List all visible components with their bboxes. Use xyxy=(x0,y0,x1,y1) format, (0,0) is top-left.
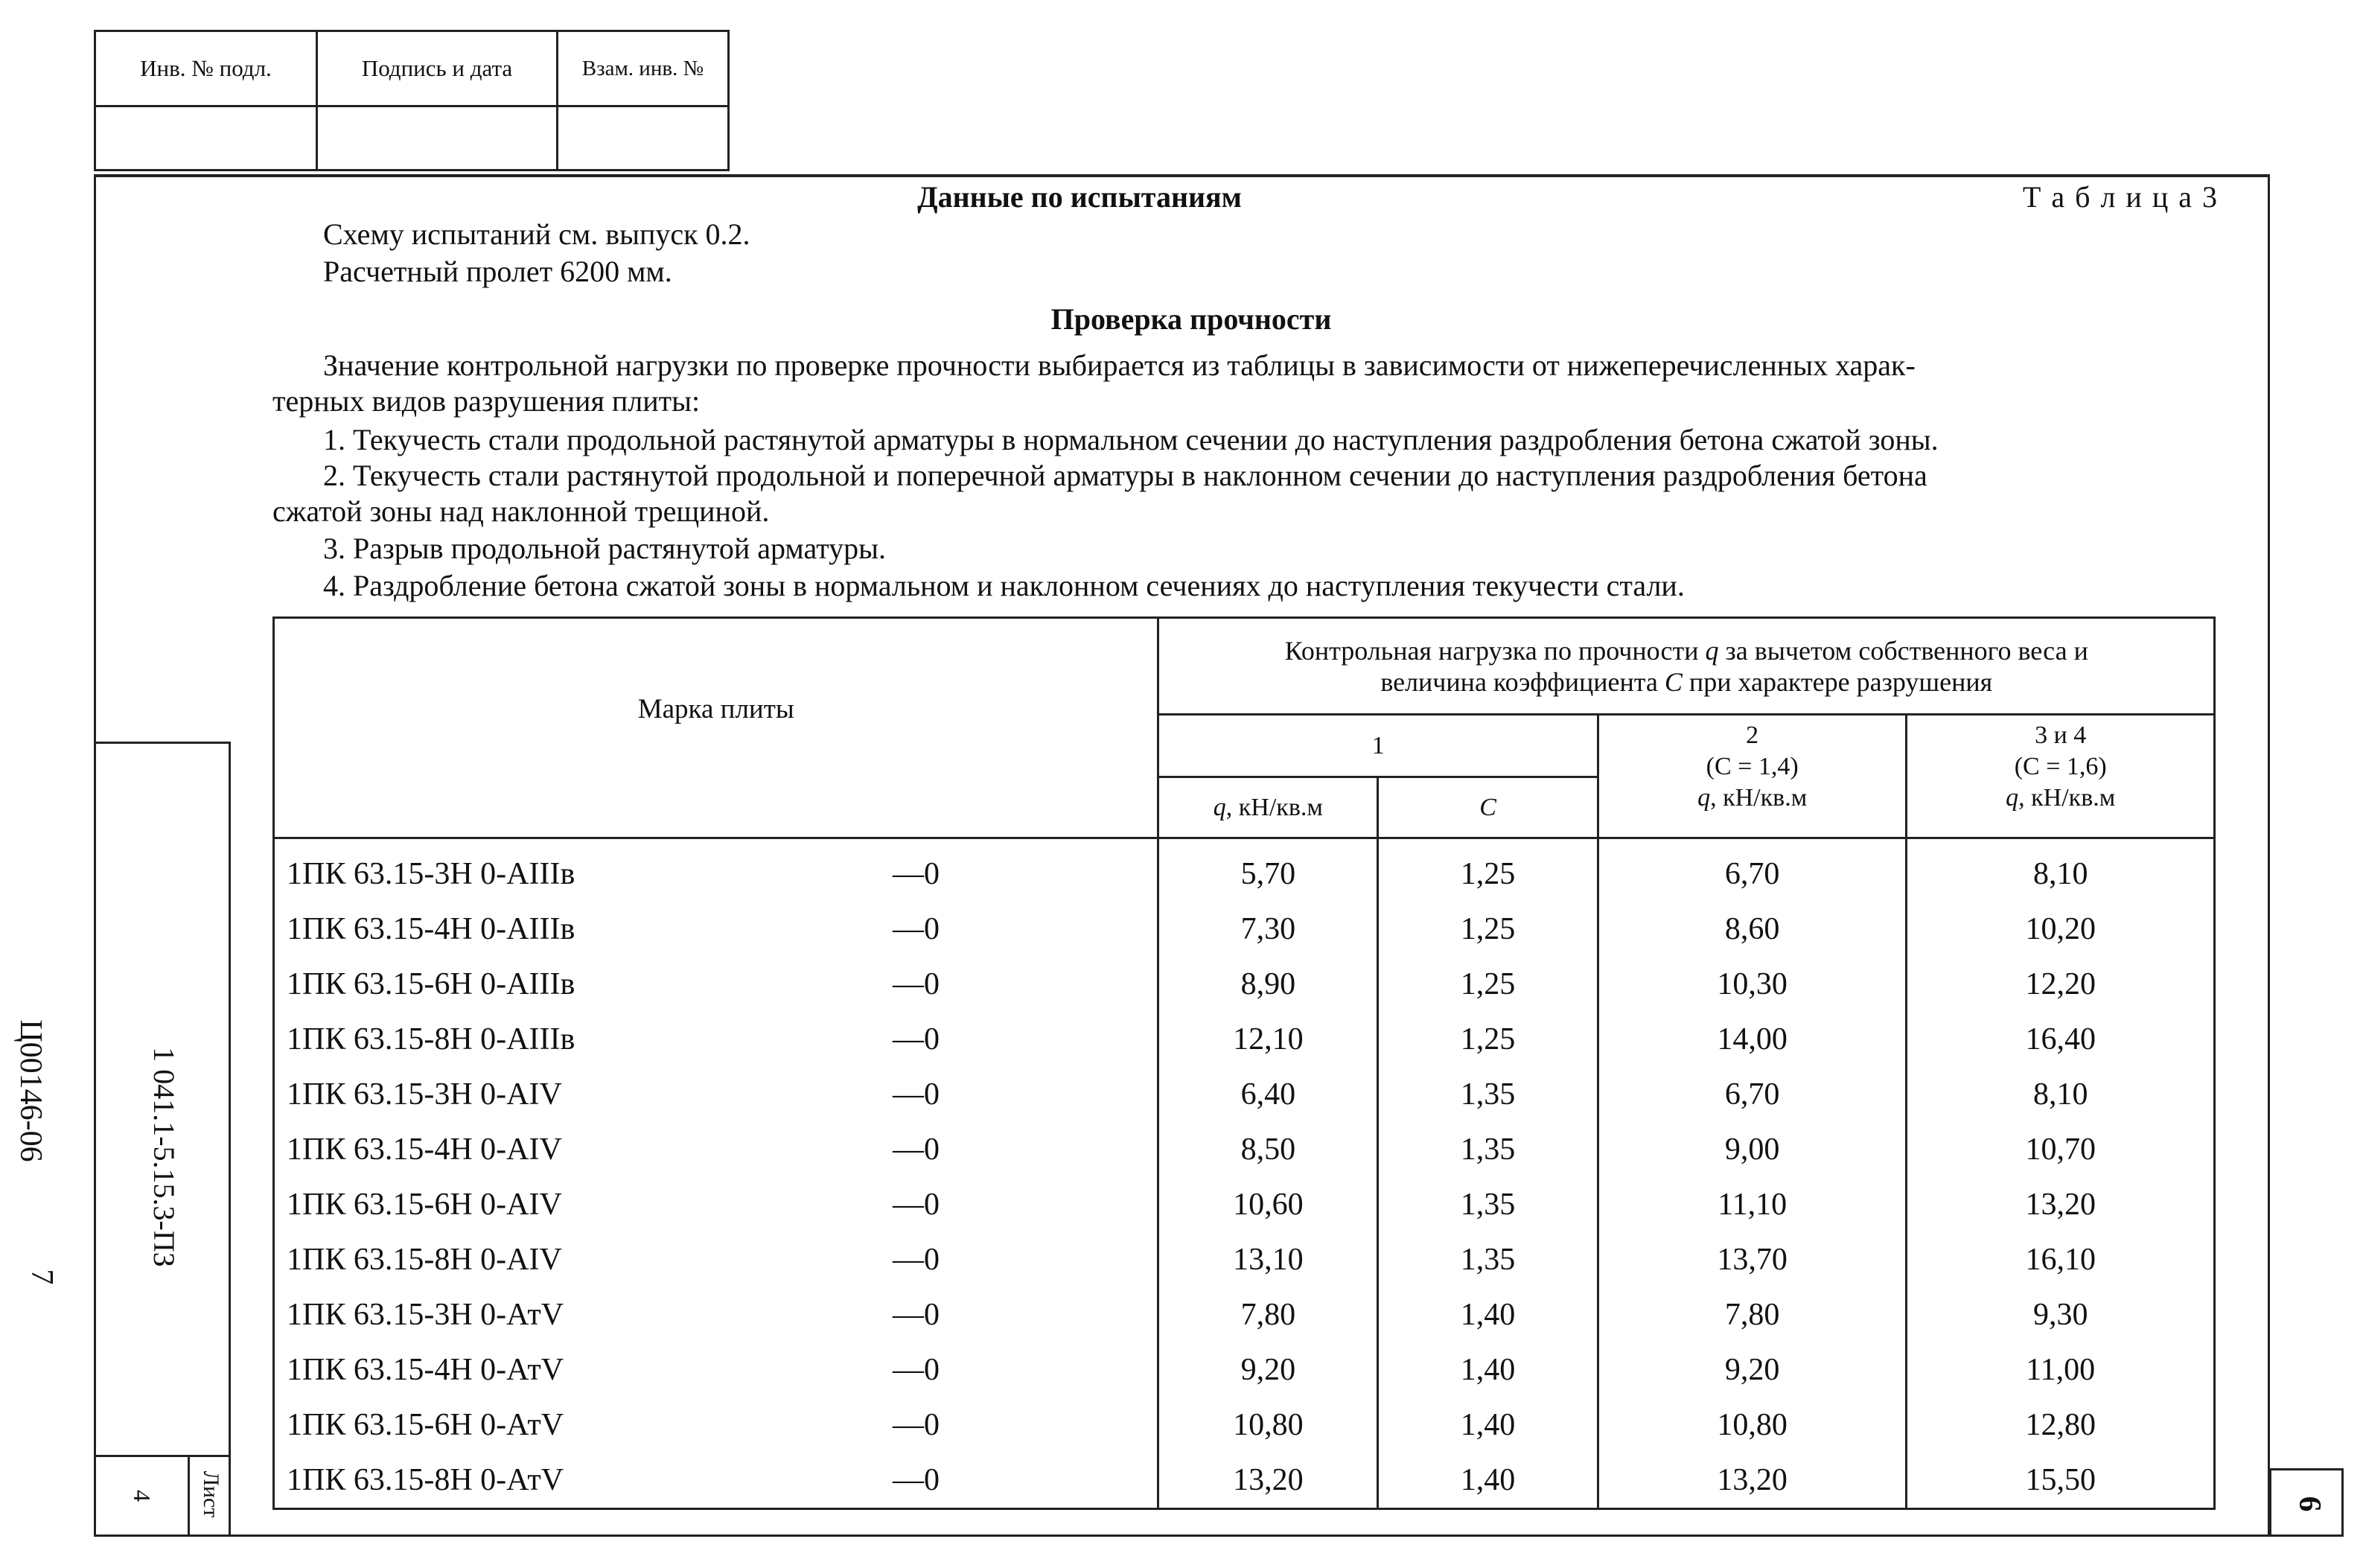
right-sheet-number: 6 xyxy=(2292,1496,2327,1512)
cell-mark xyxy=(274,902,1158,957)
cell-q1: 7,80 xyxy=(1158,1287,1378,1342)
cell-q1: 13,20 xyxy=(1158,1453,1378,1509)
table-row xyxy=(274,1287,2215,1342)
table-body xyxy=(274,838,2215,1509)
mark-text: 1ПК 63.15-3Н 0-АтV xyxy=(287,1298,564,1332)
table-row xyxy=(274,1067,2215,1122)
cell-q1: 6,40 xyxy=(1158,1067,1378,1122)
table-label: Т а б л и ц а 3 xyxy=(2022,180,2219,214)
table-row xyxy=(274,1232,2215,1287)
column-header-mode-1: 1 xyxy=(1158,715,1598,777)
cell-q2: 13,20 xyxy=(1598,1453,1907,1509)
mark-suffix: —0 xyxy=(893,1243,940,1277)
mode-3-4-coefficient: (C = 1,6) xyxy=(2014,753,2107,780)
stamp-divider xyxy=(316,32,318,169)
cell-q34: 9,30 xyxy=(1907,1287,2215,1342)
page-number: 7 xyxy=(25,1269,59,1285)
intro-line-2: Расчетный пролет 6200 мм. xyxy=(323,255,672,288)
cell-q1: 8,50 xyxy=(1158,1122,1378,1177)
sheet-number-box xyxy=(2269,1468,2344,1537)
cell-c1: 1,25 xyxy=(1378,902,1598,957)
q-unit: , кН/кв.м xyxy=(1225,793,1323,821)
group-header-q: q xyxy=(1705,635,1719,666)
cell-c1: 1,25 xyxy=(1378,957,1598,1012)
table-row xyxy=(274,1342,2215,1398)
mark-suffix: —0 xyxy=(893,1298,940,1332)
mark-suffix: —0 xyxy=(893,1077,940,1112)
mode-2-q: q xyxy=(1697,784,1711,812)
strip-divider xyxy=(96,1455,229,1457)
cell-mark xyxy=(274,1398,1158,1453)
cell-q1: 5,70 xyxy=(1158,838,1378,902)
cell-mark xyxy=(274,1122,1158,1177)
cell-q1: 12,10 xyxy=(1158,1012,1378,1067)
cell-q2: 6,70 xyxy=(1598,1067,1907,1122)
group-header-text-2a: величина коэффициента xyxy=(1380,666,1665,697)
mode-2-coefficient: (C = 1,4) xyxy=(1706,753,1799,780)
column-header-mark xyxy=(274,618,1158,838)
cell-q2: 10,30 xyxy=(1598,957,1907,1012)
cell-q2: 13,70 xyxy=(1598,1232,1907,1287)
cell-mark xyxy=(274,1342,1158,1398)
cell-c1: 1,35 xyxy=(1378,1067,1598,1122)
mark-text: 1ПК 63.15-3Н 0-АIV xyxy=(287,1077,562,1112)
cell-c1: 1,40 xyxy=(1378,1453,1598,1509)
binding-strip xyxy=(94,742,231,1537)
mode-2-unit: , кН/кв.м xyxy=(1710,784,1808,812)
load-table xyxy=(272,616,2216,1510)
mark-suffix: —0 xyxy=(893,857,940,891)
failure-mode-2-continued: сжатой зоны над наклонной трещиной. xyxy=(272,494,770,528)
column-header-mode-2 xyxy=(1598,715,1907,838)
cell-q2: 9,20 xyxy=(1598,1342,1907,1398)
cell-c1: 1,40 xyxy=(1378,1342,1598,1398)
column-group-header xyxy=(1158,618,2215,715)
stamp-replaced-inv-label: Взам. инв. № xyxy=(581,56,704,80)
mark-text: 1ПК 63.15-4Н 0-АIIIв xyxy=(287,912,575,946)
paragraph-line-2: терных видов разрушения плиты: xyxy=(272,384,701,418)
page-title: Данные по испытаниям xyxy=(917,180,1242,214)
section-title: Проверка прочности xyxy=(1050,302,1332,336)
cell-q34: 10,70 xyxy=(1907,1122,2215,1177)
cell-mark xyxy=(274,1067,1158,1122)
mode-3-4-number: 3 и 4 xyxy=(2035,721,2087,749)
stamp-divider xyxy=(556,32,558,169)
cell-c1: 1,35 xyxy=(1378,1177,1598,1232)
cell-q34: 12,80 xyxy=(1907,1398,2215,1453)
cell-mark xyxy=(274,1012,1158,1067)
cell-q1: 13,10 xyxy=(1158,1232,1378,1287)
cell-q2: 11,10 xyxy=(1598,1177,1907,1232)
cell-q1: 9,20 xyxy=(1158,1342,1378,1398)
document-code: 1 041.1-5.15.3-ПЗ xyxy=(147,1047,181,1267)
column-header-mode-3-4 xyxy=(1907,715,2215,838)
table-row xyxy=(274,1398,2215,1453)
failure-mode-1: 1. Текучесть стали продольной растянутой арматуры в нормальном сечении до наступления раздробления бетона сжатой зоны. xyxy=(323,423,1939,456)
mark-text: 1ПК 63.15-8Н 0-АIIIв xyxy=(287,1022,575,1057)
cell-q34: 8,10 xyxy=(1907,1067,2215,1122)
table-row xyxy=(274,902,2215,957)
sheet-label: Лист xyxy=(199,1470,223,1518)
cell-c1: 1,35 xyxy=(1378,1232,1598,1287)
cell-q2: 8,60 xyxy=(1598,902,1907,957)
mark-suffix: —0 xyxy=(893,1188,940,1222)
column-header-q xyxy=(1158,777,1378,838)
cell-mark xyxy=(274,957,1158,1012)
mode-2-number: 2 xyxy=(1746,721,1759,749)
cell-q2: 7,80 xyxy=(1598,1287,1907,1342)
stamp-header-row xyxy=(96,32,727,107)
mark-text: 1ПК 63.15-8Н 0-АтV xyxy=(287,1463,564,1497)
mode-3-4-unit: , кН/кв.м xyxy=(2018,784,2116,812)
sheet-number: 4 xyxy=(129,1490,156,1502)
mark-text: 1ПК 63.15-4Н 0-АIV xyxy=(287,1132,562,1167)
cell-q34: 11,00 xyxy=(1907,1342,2215,1398)
cell-c1: 1,25 xyxy=(1378,838,1598,902)
cell-q34: 13,20 xyxy=(1907,1177,2215,1232)
cell-q2: 10,80 xyxy=(1598,1398,1907,1453)
cell-mark xyxy=(274,1177,1158,1232)
cell-mark xyxy=(274,1453,1158,1509)
mode-3-4-q: q xyxy=(2006,784,2019,812)
mark-text: 1ПК 63.15-8Н 0-АIV xyxy=(287,1243,562,1277)
failure-mode-4: 4. Раздробление бетона сжатой зоны в нормальном и наклонном сечениях до наступления текучести стали. xyxy=(323,569,1685,602)
cell-q2: 9,00 xyxy=(1598,1122,1907,1177)
intro-line-1: Схему испытаний см. выпуск 0.2. xyxy=(323,217,750,251)
column-header-mark-text: Марка плиты xyxy=(637,694,794,724)
stamp-inv-orig-label: Инв. № подл. xyxy=(140,55,272,81)
cell-q2: 14,00 xyxy=(1598,1012,1907,1067)
cell-q34: 15,50 xyxy=(1907,1453,2215,1509)
table-row xyxy=(274,1453,2215,1509)
mark-suffix: —0 xyxy=(893,912,940,946)
mark-suffix: —0 xyxy=(893,1353,940,1387)
cell-mark xyxy=(274,838,1158,902)
c-var: C xyxy=(1479,793,1496,821)
cell-q1: 10,80 xyxy=(1158,1398,1378,1453)
mark-text: 1ПК 63.15-6Н 0-АтV xyxy=(287,1408,564,1442)
cell-q34: 16,40 xyxy=(1907,1012,2215,1067)
failure-mode-2: 2. Текучесть стали растянутой продольной и поперечной арматуры в наклонном сечении до наступления раздробления бетона xyxy=(323,459,1927,492)
cell-c1: 1,35 xyxy=(1378,1122,1598,1177)
mark-text: 1ПК 63.15-6Н 0-АIV xyxy=(287,1188,562,1222)
table-row xyxy=(274,1012,2215,1067)
cell-q34: 8,10 xyxy=(1907,838,2215,902)
mark-suffix: —0 xyxy=(893,1408,940,1442)
archive-code: Ц00146-06 xyxy=(13,1019,48,1162)
group-header-text-2b: при характере разрушения xyxy=(1682,666,1993,697)
table-row xyxy=(274,838,2215,902)
approval-stamp xyxy=(94,30,730,171)
mark-suffix: —0 xyxy=(893,967,940,1001)
mark-text: 1ПК 63.15-6Н 0-АIIIв xyxy=(287,967,575,1001)
mark-suffix: —0 xyxy=(893,1132,940,1167)
cell-q34: 10,20 xyxy=(1907,902,2215,957)
stamp-signature-date-label: Подпись и дата xyxy=(361,55,513,81)
cell-q2: 6,70 xyxy=(1598,838,1907,902)
cell-c1: 1,25 xyxy=(1378,1012,1598,1067)
cell-q34: 16,10 xyxy=(1907,1232,2215,1287)
cell-mark xyxy=(274,1287,1158,1342)
cell-q34: 12,20 xyxy=(1907,957,2215,1012)
cell-q1: 7,30 xyxy=(1158,902,1378,957)
q-var: q xyxy=(1213,793,1226,821)
table-row xyxy=(274,957,2215,1012)
cell-q1: 10,60 xyxy=(1158,1177,1378,1232)
mark-text: 1ПК 63.15-3Н 0-АIIIв xyxy=(287,857,575,891)
column-header-c xyxy=(1378,777,1598,838)
group-header-text-1a: Контрольная нагрузка по прочности xyxy=(1284,635,1706,666)
group-header-text-1b: за вычетом собственного веса и xyxy=(1718,635,2088,666)
failure-mode-3: 3. Разрыв продольной растянутой арматуры. xyxy=(323,532,887,565)
table-row xyxy=(274,1122,2215,1177)
cell-q1: 8,90 xyxy=(1158,957,1378,1012)
group-header-c: C xyxy=(1664,666,1683,697)
mark-suffix: —0 xyxy=(893,1022,940,1057)
cell-c1: 1,40 xyxy=(1378,1287,1598,1342)
paragraph-line-1: Значение контрольной нагрузки по проверке прочности выбирается из таблицы в зависимости от нижеперечисленных харак- xyxy=(323,348,1916,382)
strip-divider xyxy=(188,1455,190,1534)
cell-c1: 1,40 xyxy=(1378,1398,1598,1453)
mark-text: 1ПК 63.15-4Н 0-АтV xyxy=(287,1353,564,1387)
cell-mark xyxy=(274,1232,1158,1287)
table-row xyxy=(274,1177,2215,1232)
mark-suffix: —0 xyxy=(893,1463,940,1497)
